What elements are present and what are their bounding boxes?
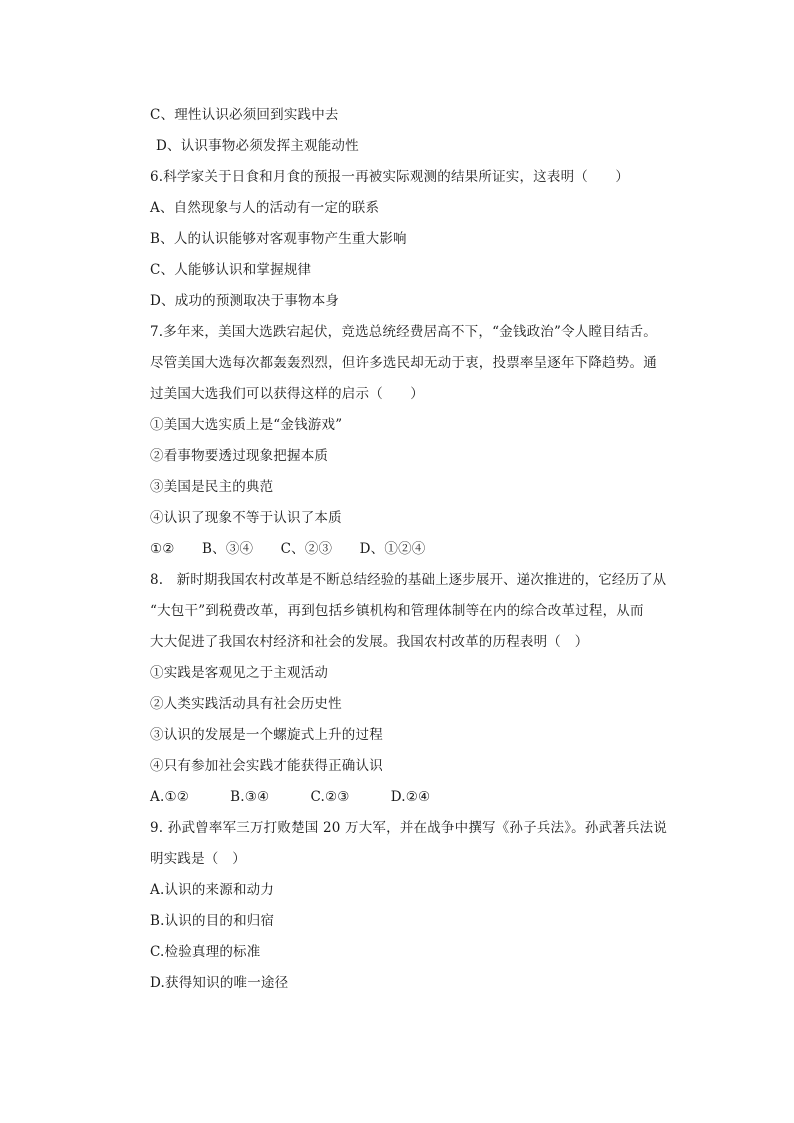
q7-stem-line2: 尽管美国大选每次都轰轰烈烈，但许多选民却无动于衷，投票率呈逐年下降趋势。通: [150, 355, 657, 371]
q9-option-b: B.认识的目的和归宿: [150, 913, 275, 929]
q6-option-d: D、成功的预测取决于事物本身: [150, 293, 340, 309]
q8-item-4: ④只有参加社会实践才能获得正确认识: [150, 758, 383, 774]
exam-page: [150, 100, 670, 999]
q6-option-a: A、自然现象与人的活动有一定的联系: [150, 200, 380, 216]
q9-option-d: D.获得知识的唯一途径: [150, 975, 289, 991]
q7-choices: ①② B、③④ C、②③ D、①②④: [150, 541, 426, 557]
q8-item-1: ①实践是客观见之于主观活动: [150, 665, 329, 681]
q6-option-b: B、人的认识能够对客观事物产生重大影响: [150, 231, 407, 247]
q7-item-1: ①美国大选实质上是“金钱游戏”: [150, 417, 343, 433]
q8-stem-line2: “大包干”到税费改革，再到包括乡镇机构和管理体制等在内的综合改革过程，从而: [150, 603, 644, 619]
q9-stem-line2: 明实践是（ ）: [150, 851, 246, 867]
q5-option-c: C、理性认识必须回到实践中去: [150, 107, 339, 123]
q9-option-a: A.认识的来源和动力: [150, 882, 275, 898]
q8-stem-line3: 大大促进了我国农村经济和社会的发展。我国农村改革的历程表明（ ）: [150, 634, 589, 650]
q8-stem-line1: 8. 新时期我国农村改革是不断总结经验的基础上逐步展开、递次推进的，它经历了从: [150, 572, 667, 588]
q6-option-c: C、人能够认识和掌握规律: [150, 262, 312, 278]
q6-stem: 6.科学家关于日食和月食的预报一再被实际观测的结果所证实，这表明（ ）: [150, 169, 630, 185]
q8-item-3: ③认识的发展是一个螺旋式上升的过程: [150, 727, 383, 743]
q7-item-3: ③美国是民主的典范: [150, 479, 274, 495]
q7-stem-line3: 过美国大选我们可以获得这样的启示（ ）: [150, 386, 424, 402]
q8-item-2: ②人类实践活动具有社会历史性: [150, 696, 342, 712]
q7-stem-line1: 7.多年来，美国大选跌宕起伏，竞选总统经费居高不下，“金钱政治”令人瞠目结舌。: [150, 324, 657, 340]
q7-item-2: ②看事物要透过现象把握本质: [150, 448, 329, 464]
q9-option-c: C.检验真理的标准: [150, 944, 261, 960]
q5-option-d: D、认识事物必须发挥主观能动性: [156, 138, 359, 154]
q7-item-4: ④认识了现象不等于认识了本质: [150, 510, 342, 526]
q8-choices: A.①② B.③④ C.②③ D.②④: [150, 789, 431, 805]
q9-stem-line1: 9. 孙武曾率军三万打败楚国 20 万大军，并在战争中撰写《孙子兵法》。孙武著兵法说: [150, 820, 668, 836]
